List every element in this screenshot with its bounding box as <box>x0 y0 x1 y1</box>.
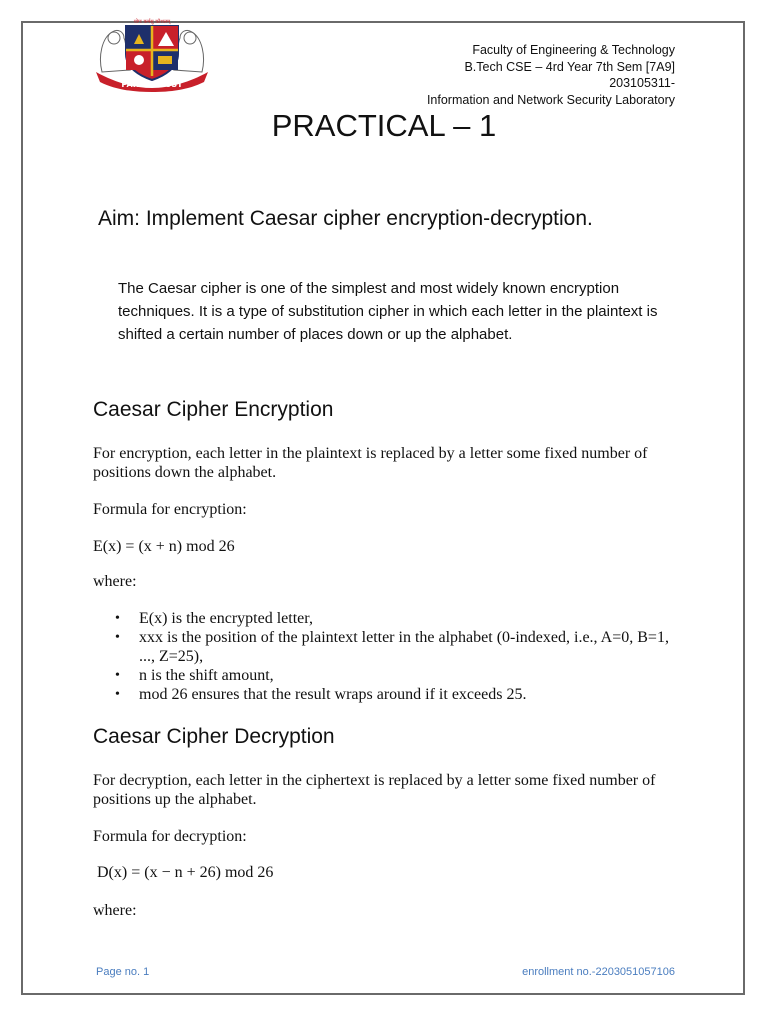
decryption-heading: Caesar Cipher Decryption <box>93 725 335 748</box>
header-course: B.Tech CSE – 4rd Year 7th Sem [7A9] <box>464 59 675 74</box>
encryption-heading: Caesar Cipher Encryption <box>93 398 334 421</box>
intro-paragraph: The Caesar cipher is one of the simplest and most widely known encryption techniques. It is a type of substitution cipher in which each letter in the plaintext is shifted a certain number of places down or up the alphabet. <box>118 280 658 343</box>
encryption-formula: E(x) = (x + n) mod 26 <box>93 538 235 555</box>
header-info <box>427 42 675 108</box>
encryption-formula-label: Formula for encryption: <box>93 501 247 518</box>
aim-heading: Aim: Implement Caesar cipher encryption-decryption. <box>98 207 593 230</box>
decryption-description: For decryption, each letter in the ciphertext is replaced by a letter some fixed number of positions up the alphabet. <box>93 772 656 808</box>
list-item: • E(x) is the encrypted letter, <box>93 609 683 628</box>
list-item: • xxx is the position of the plaintext letter in the alphabet (0-indexed, i.e., A=0, B=1, ..., Z=25), <box>93 628 683 666</box>
list-item: • n is the shift amount, <box>93 666 683 685</box>
footer-page-number: Page no. 1 <box>96 966 150 978</box>
encryption-description: For encryption, each letter in the plaintext is replaced by a letter some fixed number of positions down the alphabet. <box>93 445 648 481</box>
header-subject-name: Information and Network Security Laboratory <box>426 92 675 107</box>
encryption-where: where: <box>93 573 137 590</box>
decryption-where: where: <box>93 902 137 919</box>
list-item: • mod 26 ensures that the result wraps around if it exceeds 25. <box>93 685 683 704</box>
svg-text:PARUL TRUST: PARUL TRUST <box>121 80 183 89</box>
svg-text:योगः कर्मसु कौशलम्: योगः कर्मसु कौशलम् <box>133 19 171 25</box>
decryption-formula-label: Formula for decryption: <box>93 828 247 845</box>
footer-enrollment: enrollment no.-2203051057106 <box>522 966 675 978</box>
page-title: PRACTICAL – 1 <box>271 108 497 143</box>
parul-trust-logo <box>94 16 210 92</box>
header-subject-code: 203105311- <box>609 76 675 90</box>
header-faculty: Faculty of Engineering & Technology <box>472 43 675 57</box>
decryption-formula: D(x) = (x − n + 26) mod 26 <box>97 864 274 881</box>
encryption-variable-list <box>93 609 683 704</box>
